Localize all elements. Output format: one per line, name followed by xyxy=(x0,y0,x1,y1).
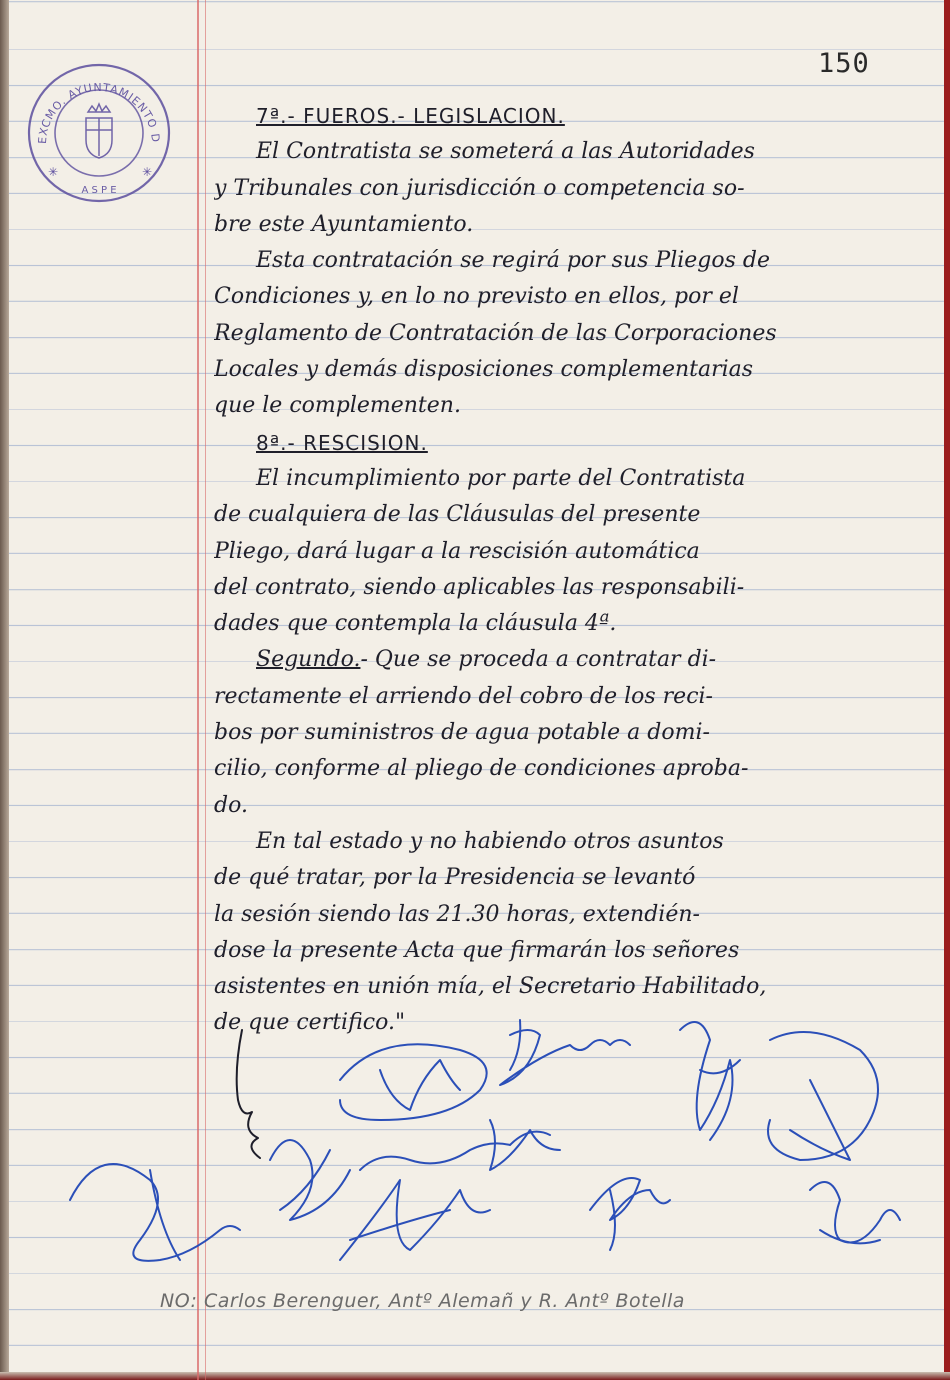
section-heading-fueros: 7ª.- FUEROS.- LEGISLACION. xyxy=(256,104,565,128)
segundo-label: Segundo. xyxy=(256,647,361,673)
text-line: Esta contratación se regirá por sus Pliegos de xyxy=(256,248,771,274)
text-line: de que certifico." xyxy=(214,1010,406,1036)
text-line: y Tribunales con jurisdicción o competencia so- xyxy=(214,175,745,201)
text-line: Condiciones y, en lo no previsto en ellos, por el xyxy=(214,284,739,310)
coat-of-arms-icon xyxy=(86,104,112,158)
text-line: la sesión siendo las 21.30 horas, extendién- xyxy=(214,901,700,927)
signature-8 xyxy=(590,1178,670,1250)
signature-6 xyxy=(360,1120,560,1170)
text-line: dose la presente Acta que firmarán los señores xyxy=(214,937,740,963)
text-line: bos por suministros de agua potable a domi- xyxy=(214,720,710,746)
signature-7 xyxy=(340,1180,490,1260)
segundo-text: - Que se proceda a contratar di- xyxy=(360,647,717,673)
section-heading-rescision: 8ª.- RESCISION. xyxy=(256,430,428,455)
signature-3 xyxy=(270,1140,350,1220)
text-line: Locales y demás disposiciones complementarias xyxy=(214,357,754,383)
signature-1 xyxy=(237,1030,260,1158)
text-line: bre este Ayuntamiento. xyxy=(214,211,474,237)
text-line: Reglamento de Contratación de las Corporaciones xyxy=(214,320,777,346)
text-line: de qué tratar, por la Presidencia se levantó xyxy=(214,865,696,891)
text-line: El incumplimiento por parte del Contratista xyxy=(256,465,746,491)
page-binding-edge xyxy=(0,0,9,1380)
signature-11 xyxy=(810,1182,900,1243)
stamp-arc-text: EXCMO. AYUNTAMIENTO D xyxy=(35,80,163,145)
text-line: rectamente el arriendo del cobro de los reci- xyxy=(214,683,713,709)
text-line: del contrato, siendo aplicables las responsabili- xyxy=(214,574,745,600)
text-line: dades que contempla la cláusula 4ª. xyxy=(214,611,617,637)
text-line: asistentes en unión mía, el Secretario Habilitado, xyxy=(214,974,767,1000)
signature-4 xyxy=(340,1044,487,1120)
text-line: cilio, conforme al pliego de condiciones aproba- xyxy=(214,756,749,782)
svg-text:✳: ✳ xyxy=(48,165,59,179)
text-line: El Contratista se someterá a las Autoridades xyxy=(256,139,755,165)
footnote-absentees: NO: Carlos Berenguer, Antº Alemañ y R. Antº Botella xyxy=(160,1290,685,1312)
text-line-segundo xyxy=(214,642,914,678)
minutes-text xyxy=(214,98,914,1042)
text-line: do. xyxy=(214,792,248,818)
signature-10 xyxy=(768,1032,878,1160)
text-line: Pliego, dará lugar a la rescisión automática xyxy=(214,538,700,564)
signature-5 xyxy=(500,1020,630,1085)
text-line: de cualquiera de las Cláusulas del presente xyxy=(214,502,701,528)
page-bottom-edge xyxy=(0,1372,950,1380)
signature-2 xyxy=(70,1164,240,1261)
text-line: En tal estado y no habiendo otros asuntos xyxy=(256,828,724,854)
ayuntamiento-stamp xyxy=(24,56,174,206)
signature-9 xyxy=(680,1022,740,1140)
text-line: que le complementen. xyxy=(214,393,461,419)
page-number: 150 xyxy=(818,48,870,79)
svg-text:EXCMO. AYUNTAMIENTO DE xyxy=(24,56,162,144)
svg-text:✳: ✳ xyxy=(142,165,153,179)
stamp-bottom-text: A S P E xyxy=(81,185,117,196)
book-cover-edge xyxy=(944,0,950,1380)
signatures-area xyxy=(50,1000,920,1300)
